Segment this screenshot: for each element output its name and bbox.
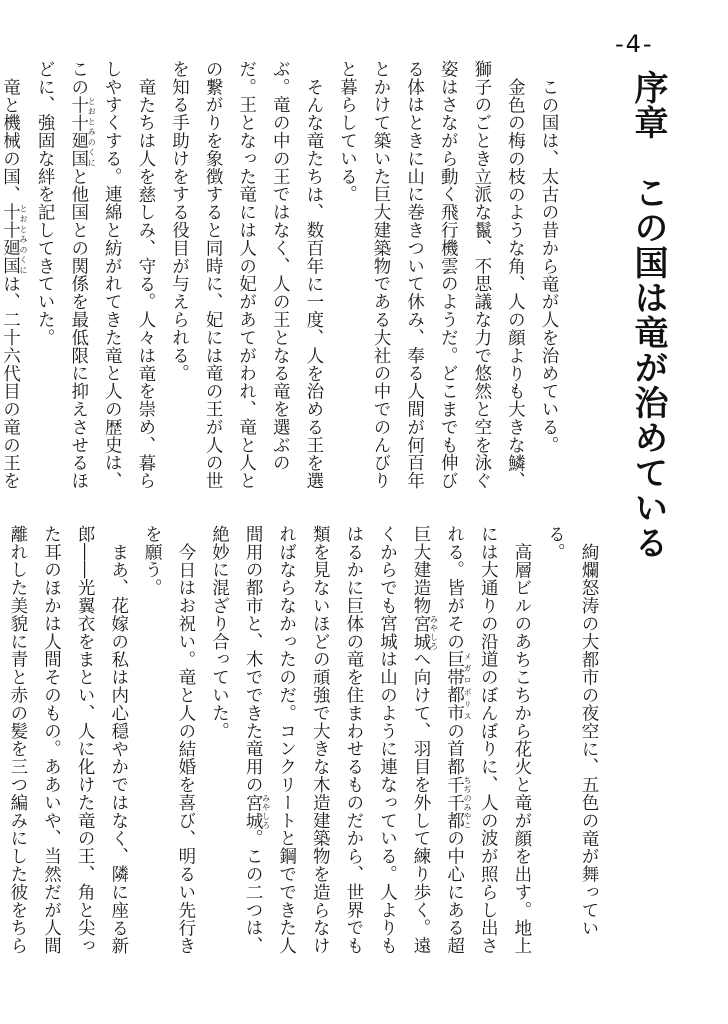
- ruby-base: 十十廻国: [68, 95, 89, 168]
- ruby-base: 宮城: [411, 614, 432, 651]
- text-segment: の中心にある超巨大建造物: [411, 525, 465, 955]
- ruby-base: 十十廻国: [0, 202, 21, 275]
- ruby-annotated-word: [0, 202, 28, 275]
- paragraph: [0, 60, 28, 500]
- ruby-base: 千千都: [444, 775, 465, 830]
- text-segment: 竜と機械の国、: [0, 77, 21, 203]
- furigana: メガロポリス: [463, 650, 473, 722]
- furigana: とおとみのくに: [87, 95, 97, 168]
- text-segment: 。この二つは、絶妙に混ざり合っていた。: [209, 525, 264, 955]
- paragraph: [202, 525, 538, 970]
- page-number: -4-: [615, 30, 654, 58]
- text-segment: この国は、太古の昔から竜が人を治めている。: [539, 77, 559, 454]
- text-segment: 金色の梅の枝のような角、人の顔よりも大きな鱗、獅子のごとき立派な鬣、不思議な力で悠然と空を泳ぐ姿はさながら動く飛行機雲のようだ。どこまでも伸びる体はときに山に巻きついて休み、奉る人間が何百年とかけて築いた巨大建築物である大社の中でのんびりと暮らしている。: [337, 60, 526, 490]
- text-segment: 今日はお祝い。竜と人の結婚を喜び、明るい先行きを願う。: [142, 525, 196, 955]
- ruby-base: 宮城: [243, 793, 264, 830]
- furigana: ちぢのみやこ: [463, 775, 473, 830]
- text-segment: 絢爛怒涛の大都市の夜空に、五色の竜が舞っている。: [545, 525, 599, 937]
- ruby-annotated-word: [243, 793, 271, 830]
- text-segment: へ向けて、羽目を外して練り歩く。遠くからでも宮城は山のように連なっている。人よりもはるかに巨体の竜を住まわせるものだから、世界でも類を見ないほどの頑強で大きな木造建築物を造らなければならなかったのだ。コンクリートと鋼でできた人間用の都市と、木でできた竜用の: [243, 525, 432, 955]
- paragraph: [538, 525, 605, 970]
- lower-text-block: [7, 525, 605, 970]
- ruby-base: 巨帯都市: [444, 650, 465, 722]
- paragraph: [0, 525, 135, 970]
- text-segment: そんな竜たちは、数百年に一度、人を治める王を選ぶ。竜の中の王ではなく、人の王となる竜を選ぶのだ。王となった竜には人の妃があてがわれ、竜と人との繋がりを象徴すると同時に、妃には竜の王が人の世を知る手助けをする役目が与えられる。: [169, 60, 324, 490]
- furigana: みやしろ: [261, 793, 271, 830]
- text-segment: は、二十六代目の竜の王を: [0, 274, 21, 490]
- text-segment: 高層ビルのあちこちから花火と竜が顔を出す。地上には大通りの沿道のぼんぼりに、人の波が照らし出される。皆がその: [444, 525, 532, 955]
- paragraph: [531, 60, 565, 500]
- ruby-annotated-word: [444, 775, 473, 830]
- paragraph: [162, 60, 330, 500]
- ruby-annotated-word: [411, 614, 439, 651]
- paragraph: [28, 60, 162, 500]
- upper-text-block: [0, 60, 565, 500]
- furigana: みやしろ: [429, 614, 439, 651]
- text-segment: 竜たちは人を慈しみ、守る。人々は竜を崇め、暮らしやすくする。連綿と紡がれてきた竜と人の歴史は、この: [68, 60, 156, 490]
- ruby-annotated-word: [444, 650, 473, 722]
- text-segment: の首都: [444, 721, 465, 776]
- furigana: とおとみのくに: [19, 202, 28, 275]
- text-segment: と他国との関係を最低限に抑えさせるほどに、強固な絆を記してきていた。: [35, 60, 89, 490]
- ruby-annotated-word: [68, 95, 97, 168]
- chapter-title: 序章 この国は竜が治めている: [628, 70, 668, 560]
- text-segment: まあ、花嫁の私は内心穏やかではなく、隣に座る新郎――光翼衣をまとい、人に化けた竜の王、角と尖った耳のほかは人間そのもの。ああいや、当然だが人間離れした美貌に青と赤の髪を三つ編みにした彼をちら: [7, 525, 129, 955]
- paragraph: [135, 525, 202, 970]
- paragraph: [330, 60, 532, 500]
